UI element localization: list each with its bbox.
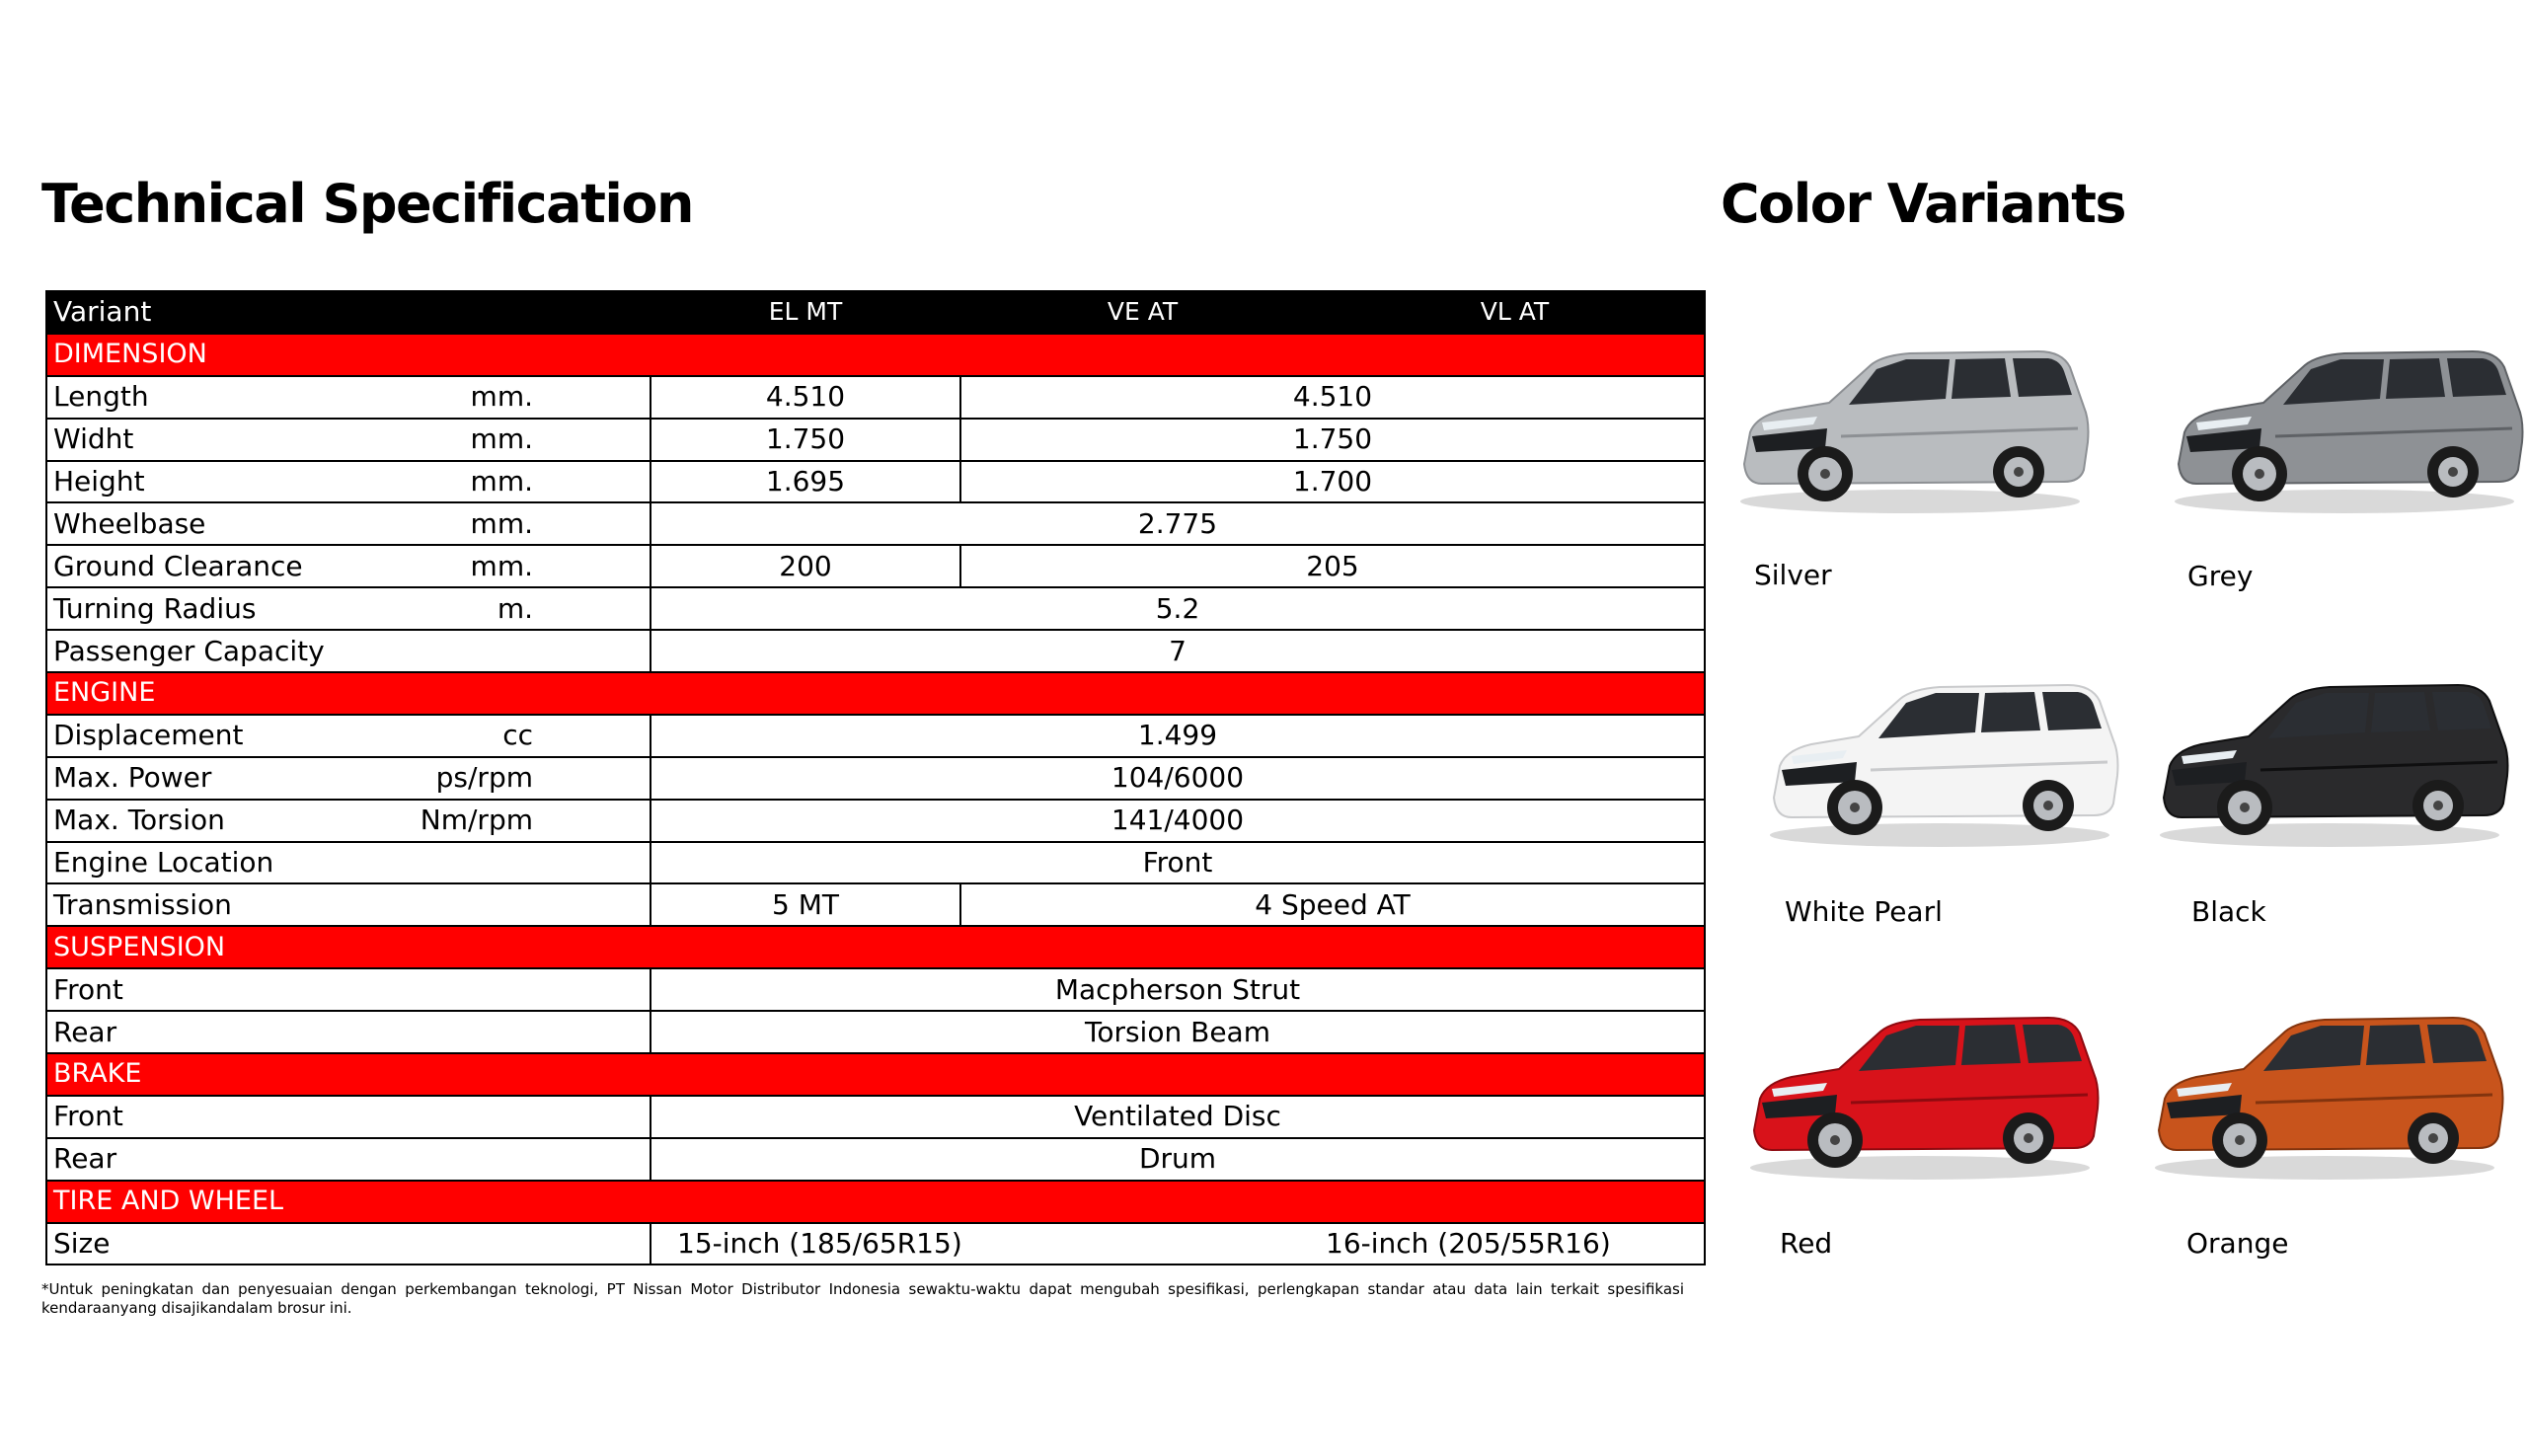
spec-value-text: 16-inch (205/55R16) [1326,1227,1611,1261]
spec-unit: cc [412,715,651,757]
spec-unit: mm. [412,502,651,545]
variant-header-vl-at: VL AT [1325,291,1705,334]
spec-unit: mm. [412,545,651,587]
spec-unit [412,1223,651,1265]
spec-unit [412,883,651,926]
color-name-white-pearl: White Pearl [1785,895,1943,928]
car-icon [1732,992,2107,1189]
spec-value: 4.510 [651,376,960,419]
spec-title: Technical Specification [41,173,693,235]
spec-unit [412,1011,651,1053]
spec-unit: mm. [412,419,651,461]
disclaimer-note: *Untuk peningkatan dan penyesuaian dengan perkembangan teknologi, PT Nissan Motor Distributor Indonesia sewaktu-waktu dapat mengubah spesifikasi, perlengkapan standar atau data lain terkait spesifikasi kendaraanyang disajikandalam brosur ini. [41,1280,1684,1317]
spec-unit [412,630,651,672]
spec-value: 1.750 [960,419,1705,461]
section-title: BRAKE [46,1053,1705,1096]
spec-label: Displacement [46,715,412,757]
spec-unit: mm. [412,376,651,419]
spec-row [46,1096,1705,1138]
car-image-red [1732,992,2107,1189]
spec-value: 5.2 [651,587,1705,630]
spec-row [46,715,1705,757]
color-name-orange: Orange [2186,1227,2289,1260]
spec-value: 15-inch (185/65R15) [651,1223,1325,1265]
spec-value: 7 [651,630,1705,672]
variant-header-label: Variant [46,291,651,334]
section-header-row [46,672,1705,715]
spec-row [46,419,1705,461]
spec-value: 205 [960,545,1705,587]
spec-label: Front [46,1096,412,1138]
variant-header-ve-at: VE AT [960,291,1325,334]
spec-row [46,883,1705,926]
section-header-row [46,1053,1705,1096]
spec-unit [412,1096,651,1138]
car-icon [2157,326,2527,523]
section-title: ENGINE [46,672,1705,715]
spec-row [46,1138,1705,1181]
spec-row [46,461,1705,503]
spec-unit [412,842,651,884]
spec-table [45,290,1706,1265]
spec-value: 200 [651,545,960,587]
table-header-row [46,291,1705,334]
spec-label: Rear [46,1138,412,1181]
spec-label: Size [46,1223,412,1265]
spec-unit: ps/rpm [412,757,651,800]
spec-value: 1.695 [651,461,960,503]
spec-unit: Nm/rpm [412,800,651,842]
section-header-row [46,1181,1705,1223]
spec-label: Ground Clearance [46,545,412,587]
spec-value: 2.775 [651,502,1705,545]
spec-row [46,1011,1705,1053]
spec-value: 4 Speed AT [960,883,1705,926]
spec-label: Turning Radius [46,587,412,630]
spec-unit: mm. [412,461,651,503]
car-icon [2137,992,2512,1189]
spec-row [46,968,1705,1011]
spec-value: 1.750 [651,419,960,461]
spec-unit [412,1138,651,1181]
car-icon [1723,326,2098,523]
spec-label: Max. Torsion [46,800,412,842]
spec-label: Passenger Capacity [46,630,412,672]
spec-row [46,842,1705,884]
spec-value: 1.700 [960,461,1705,503]
spec-label: Widht [46,419,412,461]
car-image-white-pearl [1752,659,2127,857]
section-title: DIMENSION [46,334,1705,376]
variant-header-el-mt: EL MT [651,291,960,334]
spec-value: Torsion Beam [651,1011,1705,1053]
section-title: SUSPENSION [46,926,1705,968]
spec-value: Front [651,842,1705,884]
color-name-red: Red [1780,1227,1833,1260]
spec-label: Height [46,461,412,503]
spec-value: Drum [651,1138,1705,1181]
spec-label: Transmission [46,883,412,926]
spec-value: 5 MT [651,883,960,926]
spec-label: Front [46,968,412,1011]
spec-value: 1.499 [651,715,1705,757]
car-icon [2142,659,2517,857]
spec-label: Length [46,376,412,419]
spec-row [46,545,1705,587]
car-image-black [2142,659,2517,857]
car-icon [1752,659,2127,857]
spec-value [1325,1223,1705,1265]
section-header-row [46,926,1705,968]
spec-value: 141/4000 [651,800,1705,842]
spec-row [46,376,1705,419]
spec-row [46,1223,1705,1265]
section-title: TIRE AND WHEEL [46,1181,1705,1223]
spec-unit: m. [412,587,651,630]
spec-row [46,757,1705,800]
spec-value: Macpherson Strut [651,968,1705,1011]
spec-label: Rear [46,1011,412,1053]
spec-label: Wheelbase [46,502,412,545]
car-image-orange [2137,992,2512,1189]
spec-unit [412,968,651,1011]
spec-row [46,587,1705,630]
color-name-grey: Grey [2187,560,2254,592]
car-image-grey [2157,326,2527,523]
spec-value: 104/6000 [651,757,1705,800]
spec-label: Max. Power [46,757,412,800]
spec-row [46,800,1705,842]
spec-row [46,502,1705,545]
car-image-silver [1723,326,2098,523]
spec-label: Engine Location [46,842,412,884]
color-name-black: Black [2191,895,2266,928]
spec-value: Ventilated Disc [651,1096,1705,1138]
color-name-silver: Silver [1754,559,1832,591]
section-header-row [46,334,1705,376]
spec-row [46,630,1705,672]
spec-value: 4.510 [960,376,1705,419]
color-variants-title: Color Variants [1721,173,2126,235]
